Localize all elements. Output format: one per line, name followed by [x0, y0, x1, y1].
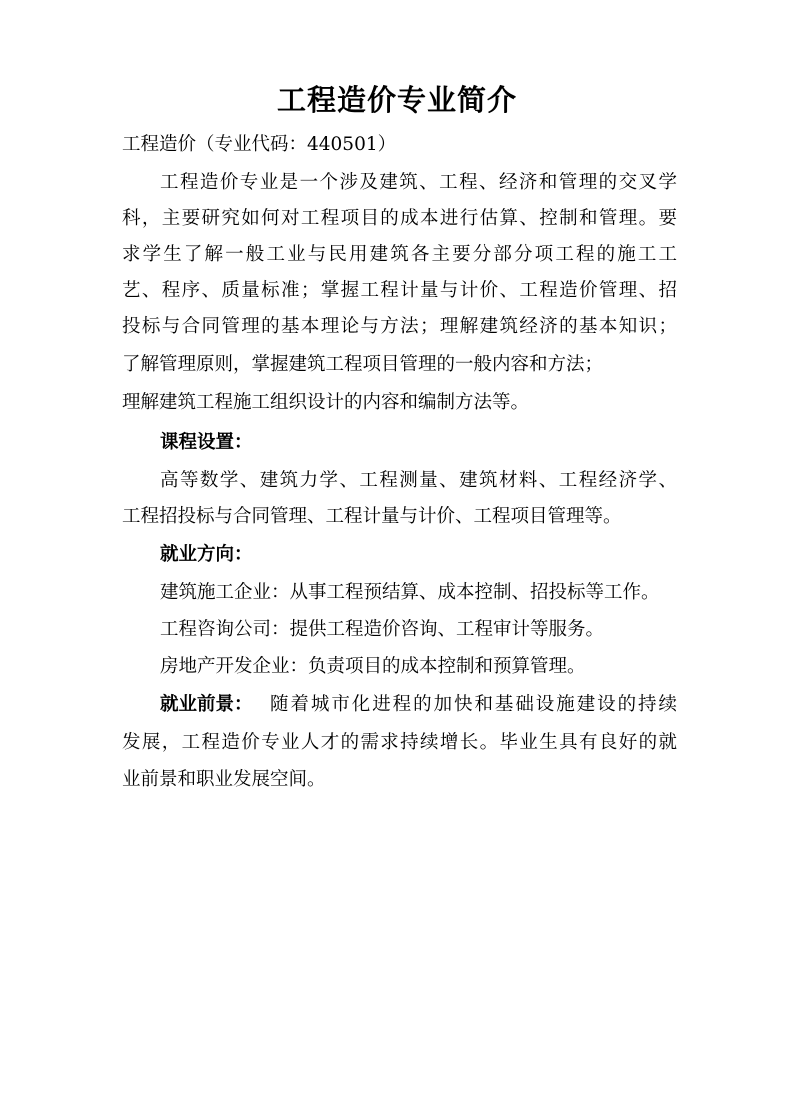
prospect-heading: 就业前景：	[160, 694, 253, 715]
intro-line-4: 艺、程序、质量标准；掌握工程计量与计价、工程造价管理、招	[122, 280, 677, 301]
career-heading: 就业方向：	[160, 544, 253, 565]
career-line-2: 工程咨询公司：提供工程造价咨询、工程审计等服务。	[160, 619, 605, 640]
intro-line-5: 投标与合同管理的基本理论与方法；理解建筑经济的基本知识；	[122, 316, 677, 337]
career-line-1: 建筑施工企业：从事工程预结算、成本控制、招投标等工作。	[160, 582, 660, 603]
intro-line-6: 了解管理原则，掌握建筑工程项目管理的一般内容和方法；	[122, 354, 604, 375]
prospect-line-3: 业前景和职业发展空间。	[122, 769, 326, 790]
intro-line-7: 理解建筑工程施工组织设计的内容和编制方法等。	[122, 392, 530, 413]
prospect-line-1: 随着城市化进程的加快和基础设施建设的持续	[270, 694, 677, 715]
courses-line-2: 工程招投标与合同管理、工程计量与计价、工程项目管理等。	[122, 506, 622, 527]
prospect-line-2: 发展，工程造价专业人才的需求持续增长。毕业生具有良好的就	[122, 732, 677, 753]
intro-line-2: 科，主要研究如何对工程项目的成本进行估算、控制和管理。要	[122, 208, 677, 229]
courses-line-1: 高等数学、建筑力学、工程测量、建筑材料、工程经济学、	[160, 470, 677, 491]
major-code-line: 工程造价（专业代码：440501）	[122, 134, 397, 155]
page-title: 工程造价专业简介	[276, 83, 517, 117]
courses-heading: 课程设置：	[160, 432, 253, 453]
intro-line-3: 求学生了解一般工业与民用建筑各主要分部分项工程的施工工	[122, 244, 677, 265]
career-line-3: 房地产开发企业：负责项目的成本控制和预算管理。	[160, 656, 586, 677]
intro-line-1: 工程造价专业是一个涉及建筑、工程、经济和管理的交叉学	[160, 172, 677, 193]
